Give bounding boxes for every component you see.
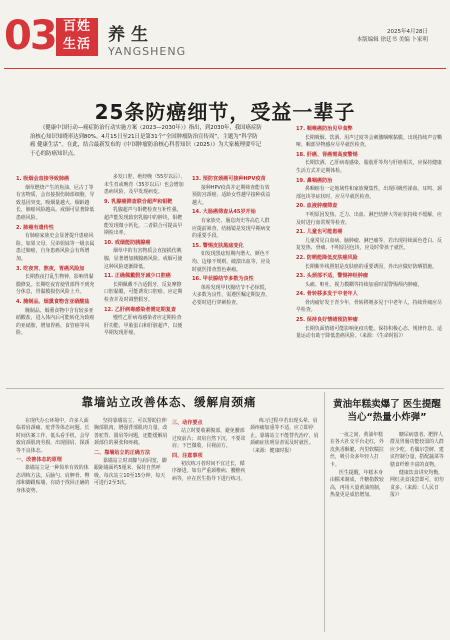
subheading: 16. 甲状腺结节多数为良性 [192, 276, 254, 283]
paragraph: 不明原因发热、乏力、出血、淋巴结肿大等症状持续不缓解，应及时进行血常规等检查。 [296, 211, 442, 226]
main-column-2 [104, 174, 186, 339]
main-headline: 25条防癌细节，受益一辈子 [94, 100, 356, 124]
article2-column-1 [16, 418, 90, 496]
paragraph: 在现代办公环境中，许多人面临着肩颈痛、驼背等体态问题。长时间伏案工作、低头看手机，会导致肩颈肌肉劳损，出现圆肩、探颈等不良体态。 [16, 418, 90, 454]
section-divider [6, 388, 444, 389]
article3-headline: 黄油年糕卖爆了 医生提醒当心“热量小炸弹” [333, 399, 441, 423]
paragraph: 医生提醒，年糕本身由糯米制成，升糖指数较高，再用大量黄油煎制，热量更是成倍增加。 [330, 470, 384, 499]
paragraph: 乳腺超声与钼靶检查互补性强，超声能发现致密乳腺中的肿块，钼靶能发现微小钙化。二者联合可提高早期检出率。 [104, 207, 183, 237]
paragraph: 儿童常见白血病、脑肿瘤、淋巴瘤等，若出现持续面色苍白、反复发热、骨痛、不明原因包块，应及时带孩子就医。 [296, 237, 442, 252]
subheading: 四、注意事项 [172, 452, 203, 459]
subheading: 一、改善体态的原理 [16, 457, 62, 464]
subheading: 三、动作要点 [172, 420, 203, 426]
paragraph: 骨肉瘤好发于青少年，骨转移则多见于中老年人，持续骨痛应尽早检查。 [296, 299, 442, 314]
subheading: 22. 防晒能降低皮肤癌风险 [296, 254, 358, 261]
article2-headline: 靠墙站立改善体态、缓解肩颈痛 [81, 395, 257, 409]
paragraph: 坚持靠墙站立，可以帮助拉伸胸部肌肉，增强背部肌肉力量，改善驼背、圆肩等问题，还能缓解肩颈部位的紧张和疼痛。 [94, 418, 168, 447]
paragraph: 长期佩戴不合适假牙，反复摩擦口腔黏膜，可能诱发口腔癌。应定期检查并及时调整假牙。 [104, 281, 183, 303]
issue-meta [357, 28, 428, 44]
header-rule [4, 68, 446, 69]
section-title-en: YANGSHENG [108, 45, 187, 58]
article2-column-4 [250, 418, 320, 456]
badge-line-1: 百姓 [62, 19, 91, 34]
page-header [0, 0, 450, 70]
subheading: 10. 戒烟能防胰腺癌 [104, 239, 151, 246]
main-column-1 [16, 174, 98, 339]
paragraph: 有家族史、肠息肉史等高危人群应提前筛查，结肠镜是发现早期病变的重要手段。 [192, 217, 271, 240]
article2-column-2 [94, 418, 168, 489]
paragraph: 鼻咽癌有一定地域性和家族聚集性。出现回吸性涕血、耳鸣、颈部包块等症状时，应尽早就医检查。 [296, 186, 442, 200]
paragraph: 长期负面情绪可能影响免疫功能。保持积极心态、规律作息、适量运动有助于降低患癌风险。（来源：《生命时报》） [296, 325, 442, 340]
main-column-3 [192, 174, 274, 309]
paragraph: 长期吸烟、饮酒、用声过度等会刺激咽喉黏膜。出现持续声音嘶哑、咽部异物感应尽早就医检查。 [296, 134, 442, 149]
issue-date: 2025年4月28日 [387, 29, 428, 35]
subheading: 24. 骨转移多发于中老年人 [296, 291, 358, 298]
article2-column-3 [172, 418, 246, 484]
subheading: 25. 保持良好情绪预防肿瘤 [296, 317, 358, 324]
subheading: 21. 儿童也可能患癌 [296, 229, 343, 236]
subheading: 18. 肝癌、肾癌需高度警惕 [296, 151, 358, 158]
subheading: 13. 预防宫颈癌可接种HPV疫苗 [192, 176, 266, 182]
subheading: 9. 乳腺癌筛查联合超声和钼靶 [104, 198, 173, 205]
subheading: 4. 腌制品、烟熏食物含亚硝酸盐 [16, 298, 90, 305]
paragraph: 站立时要收紧腹部，避免腰部过度前凸；双肩自然下沉，不要耸肩；下巴微收，目视前方。 [172, 428, 246, 450]
main-column-4 [296, 124, 442, 342]
paragraph: 糖尿病患者、肥胖人群及胃肠功能较弱的人群应少吃。若偶尔尝鲜，建议控制分量，搭配蔬菜等膳食纤维丰富的食物。 [390, 432, 444, 468]
subheading: 1. 吸烟会直接导致肺癌 [16, 176, 70, 182]
paragraph: 长期熬夜打乱生物钟，影响胃黏膜修复。长期吃夜宵使胃部得不到充分休息，胃黏膜损伤风险上升。 [16, 274, 95, 296]
paragraph: 长期紫外线照射是皮肤癌的重要诱因，外出应做好防晒措施。 [305, 263, 438, 270]
page-number: 03 [4, 13, 56, 59]
paragraph: 体检发现甲状腺结节不必惊慌，大多数为良性，需遵医嘱定期复查，必要时进行穿刺检查。 [192, 284, 271, 306]
subheading: 19. 鼻咽癌防治 [296, 177, 333, 184]
subheading: 12. 乙肝病毒感染者需定期复查 [104, 306, 176, 313]
subheading: 14. 大肠癌筛查从45岁开始 [192, 209, 256, 216]
main-lead: 《健康中国行动—癌症防治行动实施方案（2023—2030年）》指出，到2030年，我国癌症防治核心知识知晓率达到80%。4月15日至21日是第31个“全国肿瘤防治宣传周”，主题为“科学防癌 健康生活”。在此，结合最新发布的《中国肿瘤防治核心科普知识（2025）》为大家梳理要牢记于心的防癌知识点。 [30, 125, 262, 157]
subheading: 3. 吃夜宵、熬夜，胃癌风险加 [16, 265, 85, 272]
subheading: 11. 正确佩戴假牙减少口腔癌 [104, 273, 171, 280]
paragraph: 烟草燃烧产生的焦油、尼古丁等有害物质，会直接损伤肺部细胞，导致基因突变。吸烟量越大、烟龄越长，肺癌风险越高。戒烟可显著降低患癌风险。 [16, 184, 95, 221]
paragraph: 练习过程中若出现头晕、肩颈疼痛加重等不适，应立即停止。靠墙站立不能替代治疗，肩颈痛症状明显者需及时就医。（来源：健康时报） [250, 418, 319, 454]
subheading: 二、靠墙站立的正确方法 [94, 449, 151, 456]
paragraph: 如发现黑痣短期内增大、颜色不均、边缘不规则、破溃出血等，应及时就医排查黑色素瘤。 [192, 251, 271, 273]
badge-line-2: 生活 [62, 37, 91, 52]
paragraph: 长期饮酒、乙肝病毒感染、脂肪肝等均与肝癌相关，应保持健康生活方式并定期体检。 [296, 160, 442, 174]
paragraph: 有肺癌家族史会显著提升患癌风险。如果父母、兄弟姐妹等一级亲属患过肺癌，自身患癌风险会有所增加。 [16, 233, 95, 262]
paragraph: 慢性乙肝病毒感染者应定期检查肝功能、甲胎蛋白和肝脏超声，以便早期发现肝癌。 [104, 315, 183, 337]
editor-credits: 本版编辑 徐廷书 美编 卜家明 [356, 37, 428, 43]
paragraph: 一夜之间，黄油年糕在各大社交平台走红，外皮焦香酥脆、内里软糯拉丝，吸引众多年轻人打卡。 [330, 432, 384, 468]
paragraph: 靠墙站立时双脚与肩同宽，脚跟距墙面约5厘米，保持自然呼吸。每次站立10至15分钟，每天可进行2至3次。 [94, 458, 167, 487]
paragraph: 健康饮食讲究均衡，网红美食浅尝即可，切勿贪多。（来源：《人民日报》） [390, 470, 444, 499]
column-badge [56, 18, 98, 56]
paragraph: 初次练习者时间不宜过长，循序渐进。如有严重颈椎病、腰椎疾病等，应在医生指导下进行练习。 [172, 461, 246, 482]
paragraph: 头痛、呕吐、视力模糊等持续加重时需警惕颅内肿瘤。 [305, 281, 423, 288]
paragraph: 烟草中的有害物质会直接损伤胰腺，显著增加胰腺癌风险。戒烟可使这种风险逐渐降低。 [104, 248, 183, 270]
subheading: 20. 血液肿瘤筛查 [296, 203, 338, 210]
column-rule [324, 392, 325, 632]
paragraph: 靠墙站立是一种简单有效的体态训练方法。后脑勺、肩胛骨、臀部和脚跟贴墙，有助于找回正确的身体姿势。 [16, 465, 90, 494]
section-title: 养生 [108, 25, 154, 45]
article3-column-2 [390, 432, 445, 501]
subheading: 17. 咽喉癌防治见早食弊 [296, 126, 353, 132]
paragraph: 腌制品、烟熏食物中含有较多亚硝酸盐，进入体内后可能转化为致癌的亚硝胺，增加胃癌、食管癌等风险。 [16, 307, 95, 337]
paragraph: 接种HPV疫苗并定期筛查能有效预防宫颈癌，适龄女性越早接种获益越大。 [192, 184, 271, 206]
subheading: 15. 警惕皮肤黑痣变化 [192, 242, 244, 249]
subheading: 23. 头颈部不适，警惕神经肿瘤 [296, 273, 368, 280]
subheading: 2. 肺癌有遗传性 [16, 224, 54, 231]
article3-column-1 [330, 432, 385, 501]
paragraph: 多发口腔，绝经晚（55岁以后）、未生育或晚育（35岁以后）也会增加患病风险，及早发现病变。 [104, 174, 186, 196]
